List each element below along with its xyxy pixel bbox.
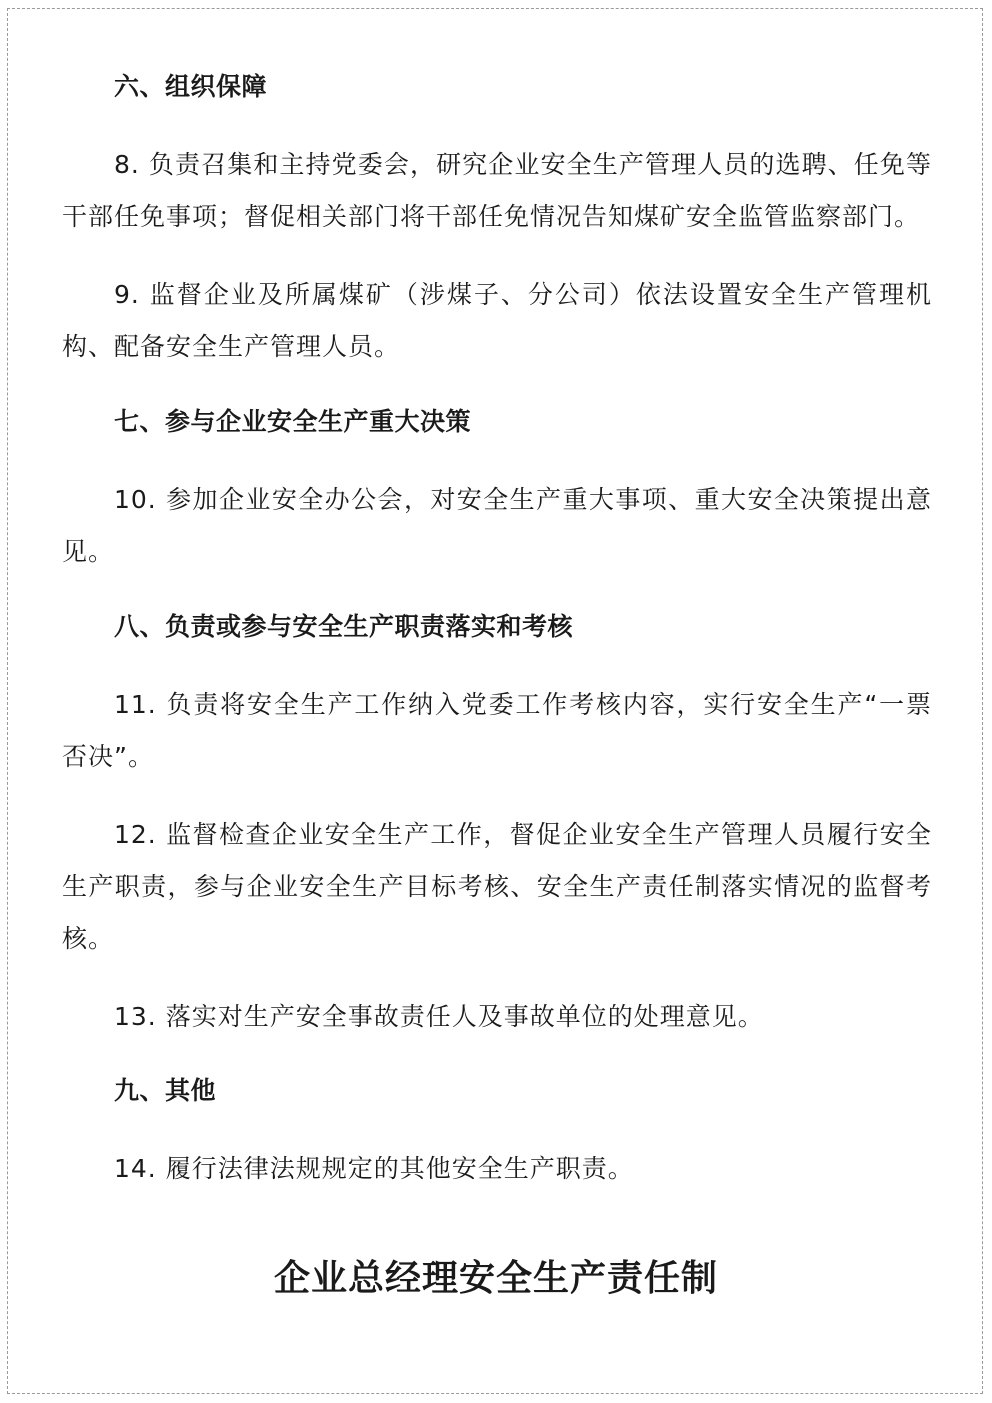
- paragraph-13: 13. 落实对生产安全事故责任人及事故单位的处理意见。: [114, 1002, 764, 1031]
- section-heading-9: 九、其他: [114, 1076, 217, 1105]
- section-heading-8: 八、负责或参与安全生产职责落实和考核: [114, 612, 574, 641]
- paragraph-12: 12. 监督检查企业安全生产工作，督促企业安全生产管理人员履行安全生产职责，参与企业安全生产目标考核、安全生产责任制落实情况的监督考核。: [62, 820, 932, 953]
- section-heading-7: 七、参与企业安全生产重大决策: [114, 407, 472, 436]
- section-heading-6: 六、组织保障: [114, 72, 268, 101]
- paragraph-10: 10. 参加企业安全办公会，对安全生产重大事项、重大安全决策提出意见。: [62, 485, 932, 566]
- paragraph-9: 9. 监督企业及所属煤矿（涉煤子、分公司）依法设置安全生产管理机构、配备安全生产管理人员。: [62, 280, 932, 361]
- paragraph-14: 14. 履行法律法规规定的其他安全生产职责。: [114, 1154, 634, 1183]
- paragraph-11: 11. 负责将安全生产工作纳入党委工作考核内容，实行安全生产“一票否决”。: [62, 690, 932, 771]
- paragraph-8: 8. 负责召集和主持党委会，研究企业安全生产管理人员的选聘、任免等干部任免事项；督促相关部门将干部任免情况告知煤矿安全监管监察部门。: [62, 150, 932, 231]
- document-title: 企业总经理安全生产责任制: [273, 1257, 718, 1300]
